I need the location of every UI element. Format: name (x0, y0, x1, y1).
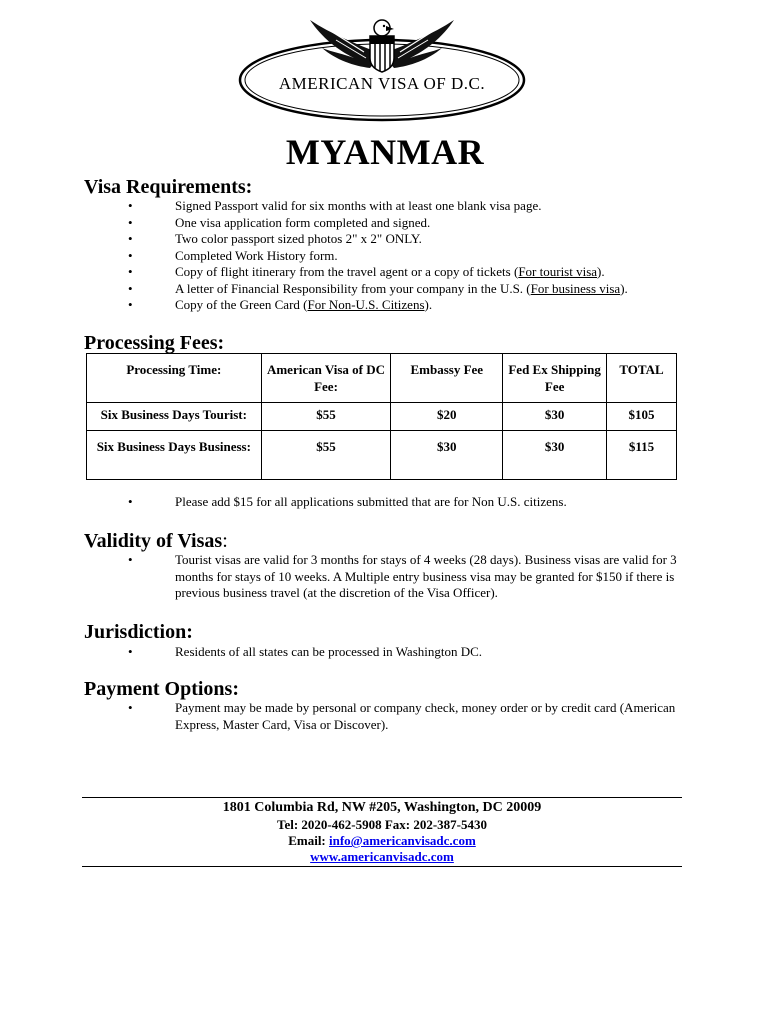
bullet-icon: • (128, 198, 133, 213)
list-item: • Two color passport sized photos 2" x 2" ONLY. (128, 231, 422, 246)
page-title: MYANMAR (285, 132, 485, 172)
table-header: American Visa of DC Fee: (261, 354, 391, 403)
footer-top-rule (82, 797, 682, 798)
fees-note-list (84, 494, 704, 511)
validity-list (84, 552, 684, 602)
list-item: • Signed Passport valid for six months with at least one blank visa page. (128, 198, 542, 213)
bullet-icon: • (128, 231, 133, 246)
bullet-icon: • (128, 214, 133, 230)
bullet-icon: • (128, 280, 133, 296)
footer-website (82, 849, 682, 865)
table-cell: $55 (261, 430, 391, 479)
payment-options-heading: Payment Options: (84, 678, 239, 700)
table-cell: Six Business Days Tourist: (87, 403, 262, 431)
table-header-row (87, 354, 677, 403)
bullet-icon: • (128, 552, 133, 567)
validity-heading: Validity of Visas: (84, 530, 228, 552)
non-us-citizens-note: For Non-U.S. Citizens (307, 297, 425, 312)
eagle-seal-icon (236, 14, 528, 126)
table-row (87, 403, 677, 431)
business-visa-note: For business visa (530, 280, 621, 296)
footer-contact (82, 799, 682, 865)
website-link[interactable]: www.americanvisadc.com (310, 849, 454, 864)
table-header: Processing Time: (87, 354, 262, 403)
visa-requirements-list (84, 198, 704, 314)
table-cell: $55 (261, 403, 391, 431)
american-visa-logo (236, 14, 528, 126)
table-header: Embassy Fee (391, 354, 503, 403)
bullet-icon: • (128, 264, 133, 279)
table-cell: $30 (503, 430, 607, 479)
table-cell: $20 (391, 403, 503, 431)
list-item: • Please add $15 for all applications submitted that are for Non U.S. citizens. (128, 494, 567, 509)
table-cell: $30 (391, 430, 503, 479)
jurisdiction-list (84, 644, 704, 661)
list-item: • Completed Work History form. (128, 247, 338, 263)
jurisdiction-heading: Jurisdiction: (84, 621, 193, 643)
table-row (87, 430, 677, 479)
table-header: Fed Ex Shipping Fee (503, 354, 607, 403)
list-item: • Payment may be made by personal or company check, money order or by credit card (American Express, Master Card, Visa or Discover). (128, 700, 676, 732)
footer-address: 1801 Columbia Rd, NW #205, Washington, DC 20009 (222, 800, 542, 815)
table-header: TOTAL (607, 354, 677, 403)
bullet-icon: • (128, 297, 133, 312)
email-link[interactable]: info@americanvisadc.com (329, 833, 476, 848)
logo-text: AMERICAN VISA OF D.C. (278, 74, 486, 93)
footer-bottom-rule (82, 866, 682, 867)
footer-email: Email: info@americanvisadc.com (288, 833, 476, 848)
fees-table (86, 353, 677, 480)
bullet-icon: • (128, 494, 133, 509)
bullet-icon: • (128, 247, 133, 263)
bullet-icon: • (128, 644, 133, 659)
payment-list (84, 700, 684, 733)
list-item: • A letter of Financial Responsibility from your company in the U.S. (For business visa). (128, 280, 628, 296)
tourist-visa-note: For tourist visa (518, 264, 598, 279)
visa-requirements-heading: Visa Requirements: (84, 176, 253, 198)
footer-phone: Tel: 2020-462-5908 Fax: 202-387-5430 (276, 817, 488, 832)
list-item: • Tourist visas are valid for 3 months for stays of 4 weeks (28 days). Business visas are valid for 3 months for stays of 10 weeks. A Multiple entry business visa may be granted for $150 if there is previous business travel (at the discretion of the Visa Officer). (128, 552, 677, 600)
table-cell: $115 (607, 430, 677, 479)
table-cell: Six Business Days Business: (87, 430, 262, 479)
table-cell: $105 (607, 403, 677, 431)
list-item: • Copy of flight itinerary from the travel agent or a copy of tickets (For tourist visa). (128, 264, 605, 279)
table-cell: $30 (503, 403, 607, 431)
list-item: • Residents of all states can be processed in Washington DC. (128, 644, 483, 659)
bullet-icon: • (128, 700, 133, 715)
list-item: • One visa application form completed and signed. (128, 214, 431, 230)
list-item: • Copy of the Green Card (For Non-U.S. Citizens). (128, 297, 433, 312)
processing-fees-heading: Processing Fees: (84, 332, 225, 354)
